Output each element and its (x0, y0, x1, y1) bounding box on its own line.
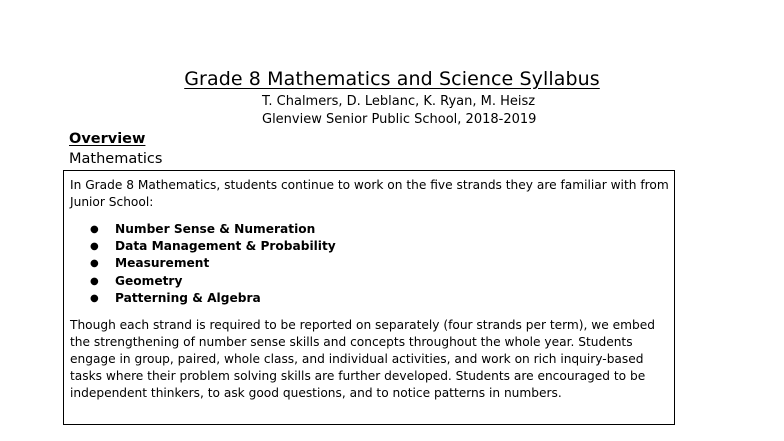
document-authors: T. Chalmers, D. Leblanc, K. Ryan, M. Heisz (262, 94, 536, 109)
strand-item (64, 273, 336, 290)
bullet-icon: ● (90, 258, 99, 270)
document-title-text: Grade 8 Mathematics and Science Syllabus (184, 68, 600, 90)
document-title (0, 68, 784, 90)
intro-text: In Grade 8 Mathematics, students continue to work on the five strands they are familiar with from Junior School: (70, 178, 669, 209)
strand-explanation-paragraph: Though each strand is required to be reported on separately (four strands per term), we embed the strengthening of number sense skills and concepts throughout the whole year. Students engage in group, paired, whole class, and individual activities, and work on rich inquiry-based tasks where their problem solving skills are further developed. Students are encouraged to be independent thinkers, to ask good questions, and to notice patterns in numbers. (70, 318, 655, 400)
strand-label: Number Sense & Numeration (115, 222, 316, 236)
strand-label: Patterning & Algebra (115, 290, 261, 305)
bullet-icon: ● (90, 275, 99, 287)
strand-list (64, 221, 336, 307)
strand-item (64, 221, 336, 238)
mathematics-overview-box (63, 170, 675, 425)
strand-label: Data Management & Probability (115, 239, 336, 254)
bullet-icon: ● (90, 224, 99, 235)
strand-item (64, 290, 336, 307)
bullet-icon: ● (90, 292, 99, 304)
strand-item (64, 238, 336, 255)
subject-heading-mathematics: Mathematics (69, 151, 163, 167)
document-school: Glenview Senior Public School, 2018-2019 (262, 112, 537, 127)
bullet-icon: ● (90, 241, 99, 253)
strand-label: Measurement (115, 256, 210, 271)
strand-label: Geometry (115, 273, 183, 288)
section-heading-overview: Overview (69, 131, 146, 147)
strand-item (64, 255, 336, 272)
